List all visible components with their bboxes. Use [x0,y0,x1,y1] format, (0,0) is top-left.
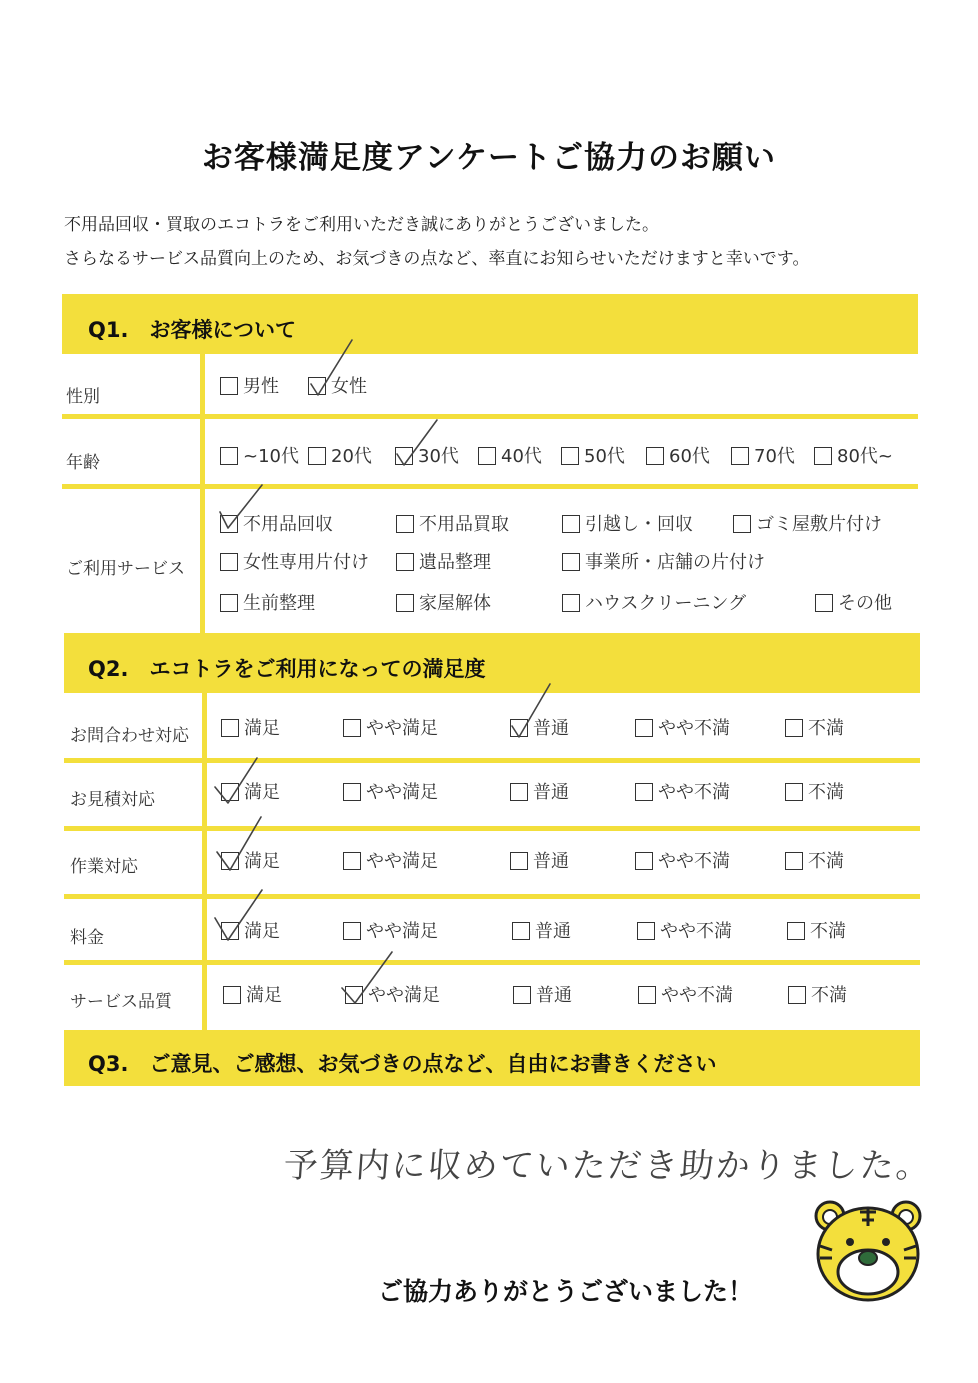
rating-work-satisfied[interactable] [221,851,280,873]
option-label: 満足 [246,985,282,1006]
option-label: やや満足 [366,718,438,739]
option-label: ゴミ屋敷片付け [756,514,882,535]
checkbox[interactable] [308,447,326,465]
option-label: その他 [838,593,892,614]
checkbox[interactable] [510,852,528,870]
rating-estimate-somewhat-satisfied[interactable] [343,782,438,804]
option-service-trash-house[interactable] [733,514,882,536]
option-label: 普通 [536,985,572,1006]
row-label-work: 作業対応 [70,857,138,877]
rating-quality-somewhat-satisfied[interactable] [345,985,440,1007]
q2-row-divider [64,960,920,965]
option-label: 40代 [501,446,542,467]
checkbox[interactable] [221,719,239,737]
q1-row-divider [62,414,918,419]
rating-price-dissatisfied[interactable] [787,921,846,943]
checkbox[interactable] [785,852,803,870]
option-label: 50代 [584,446,625,467]
intro-line-2: さらなるサービス品質向上のため、お気づきの点など、率直にお知らせいただけますと幸いです。 [64,249,810,269]
checkbox[interactable] [815,594,833,612]
checkbox[interactable] [343,783,361,801]
row-label-inquiry: お問合わせ対応 [70,726,189,746]
age-label: 年齢 [66,453,100,473]
option-age-50[interactable] [561,446,625,468]
rating-price-somewhat-dissatisfied[interactable] [637,921,732,943]
checkbox-checked[interactable] [220,515,238,533]
rating-estimate-satisfied[interactable] [221,782,280,804]
checkbox[interactable] [223,986,241,1004]
rating-work-neutral[interactable] [510,851,569,873]
q1-row-divider [62,484,918,489]
rating-inquiry-neutral[interactable] [510,718,569,740]
checkbox[interactable] [638,986,656,1004]
option-label: やや不満 [658,782,730,803]
rating-price-satisfied[interactable] [221,921,280,943]
option-gender-female[interactable] [308,376,367,398]
gender-label: 性別 [66,387,100,407]
checkbox[interactable] [637,922,655,940]
option-label: 80代~ [837,446,893,467]
option-label: 満足 [244,921,280,942]
option-label: 不満 [810,921,846,942]
checkbox[interactable] [788,986,806,1004]
option-label: 満足 [244,718,280,739]
option-label: 遺品整理 [419,552,491,573]
option-age-60[interactable] [646,446,710,468]
checkbox-checked[interactable] [308,377,326,395]
closing-message: ご協力ありがとうございました！ [378,1277,754,1306]
q2-heading: Q2. エコトラをご利用になっての満足度 [88,657,486,681]
option-label: 不満 [808,718,844,739]
option-service-demolition[interactable] [396,593,491,615]
option-service-cleaning[interactable] [562,593,746,615]
option-service-pre-death[interactable] [220,593,315,615]
checkbox[interactable] [220,447,238,465]
service-label: ご利用サービス [66,559,185,579]
option-age-30[interactable] [395,446,459,468]
checkbox[interactable] [562,594,580,612]
option-label: 普通 [533,718,569,739]
option-label: やや満足 [366,782,438,803]
tiger-mascot-icon [812,1196,924,1304]
checkbox[interactable] [562,515,580,533]
q1-heading: Q1. お客様について [88,318,297,342]
checkbox[interactable] [561,447,579,465]
option-gender-male[interactable] [220,376,279,398]
rating-price-somewhat-satisfied[interactable] [343,921,438,943]
q2-row-divider [64,758,920,763]
option-label: 70代 [754,446,795,467]
rating-work-somewhat-satisfied[interactable] [343,851,438,873]
rating-inquiry-somewhat-satisfied[interactable] [343,718,438,740]
rating-inquiry-somewhat-dissatisfied[interactable] [635,718,730,740]
option-label: 普通 [535,921,571,942]
option-label: 不用品回収 [243,514,333,535]
option-label: 不満 [808,782,844,803]
rating-price-neutral[interactable] [512,921,571,943]
row-label-price: 料金 [70,928,104,948]
option-service-office[interactable] [562,552,765,574]
checkbox[interactable] [510,783,528,801]
option-label: 30代 [418,446,459,467]
option-label: 女性専用片付け [243,552,369,573]
rating-estimate-somewhat-dissatisfied[interactable] [635,782,730,804]
option-label: やや満足 [368,985,440,1006]
checkbox-checked[interactable] [221,922,239,940]
option-label: ~10代 [243,446,299,467]
option-label: 60代 [669,446,710,467]
checkbox-checked[interactable] [221,783,239,801]
handwritten-answer: 予算内に収めていただき助かりました。 [282,1146,934,1186]
rating-inquiry-satisfied[interactable] [221,718,280,740]
option-label: 満足 [244,851,280,872]
q2-divider-vertical [202,693,207,1030]
checkbox[interactable] [396,515,414,533]
option-label: やや満足 [366,921,438,942]
option-service-disposal[interactable] [220,514,333,536]
option-label: 普通 [533,782,569,803]
checkbox[interactable] [635,852,653,870]
row-label-estimate: お見積対応 [70,790,155,810]
checkbox-checked[interactable] [221,852,239,870]
checkbox[interactable] [512,922,530,940]
checkbox[interactable] [343,922,361,940]
option-label: 女性 [331,376,367,397]
option-service-buyback[interactable] [396,514,509,536]
checkbox[interactable] [635,783,653,801]
checkbox[interactable] [646,447,664,465]
checkbox-checked[interactable] [345,986,363,1004]
option-label: やや満足 [366,851,438,872]
rating-quality-dissatisfied[interactable] [788,985,847,1007]
survey-title: お客様満足度アンケートご協力のお願い [201,140,777,176]
checkbox[interactable] [396,553,414,571]
option-service-moving[interactable] [562,514,693,536]
option-label: やや不満 [660,921,732,942]
checkbox[interactable] [731,447,749,465]
checkbox[interactable] [343,719,361,737]
checkbox[interactable] [733,515,751,533]
q3-heading: Q3. ご意見、ご感想、お気づきの点など、自由にお書きください [88,1052,717,1076]
checkbox[interactable] [787,922,805,940]
checkbox-checked[interactable] [395,447,413,465]
checkbox-checked[interactable] [510,719,528,737]
option-label: 事業所・店舗の片付け [585,552,765,573]
option-age-20[interactable] [308,446,372,468]
option-label: やや不満 [658,718,730,739]
option-label: 満足 [244,782,280,803]
option-label: 不用品買取 [419,514,509,535]
checkbox[interactable] [396,594,414,612]
checkbox[interactable] [343,852,361,870]
option-label: 不満 [811,985,847,1006]
option-age-40[interactable] [478,446,542,468]
rating-work-dissatisfied[interactable] [785,851,844,873]
option-label: 生前整理 [243,593,315,614]
checkbox[interactable] [814,447,832,465]
option-label: 20代 [331,446,372,467]
checkbox[interactable] [635,719,653,737]
option-label: ハウスクリーニング [585,593,747,614]
checkbox[interactable] [785,783,803,801]
option-label: 男性 [243,376,279,397]
option-age-80[interactable] [814,446,893,468]
option-label: 普通 [533,851,569,872]
q2-row-divider [64,894,920,899]
checkbox[interactable] [562,553,580,571]
checkbox[interactable] [513,986,531,1004]
checkbox[interactable] [478,447,496,465]
rating-quality-neutral[interactable] [513,985,572,1007]
q2-row-divider [64,826,920,831]
option-label: 引越し・回収 [585,514,693,535]
option-service-other[interactable] [815,593,892,615]
rating-work-somewhat-dissatisfied[interactable] [635,851,730,873]
option-label: やや不満 [661,985,733,1006]
checkbox[interactable] [220,594,238,612]
option-service-estate[interactable] [396,552,491,574]
checkbox[interactable] [220,377,238,395]
q1-divider-vertical [200,354,205,633]
checkbox[interactable] [220,553,238,571]
option-age-70[interactable] [731,446,795,468]
option-label: 不満 [808,851,844,872]
rating-inquiry-dissatisfied[interactable] [785,718,844,740]
rating-estimate-dissatisfied[interactable] [785,782,844,804]
intro-line-1: 不用品回収・買取のエコトラをご利用いただき誠にありがとうございました。 [64,215,659,235]
rating-quality-somewhat-dissatisfied[interactable] [638,985,733,1007]
row-label-quality: サービス品質 [70,992,172,1012]
option-label: やや不満 [658,851,730,872]
option-service-female-staff[interactable] [220,552,369,574]
checkbox[interactable] [785,719,803,737]
option-age-10[interactable] [220,446,299,468]
rating-estimate-neutral[interactable] [510,782,569,804]
rating-quality-satisfied[interactable] [223,985,282,1007]
option-label: 家屋解体 [419,593,491,614]
